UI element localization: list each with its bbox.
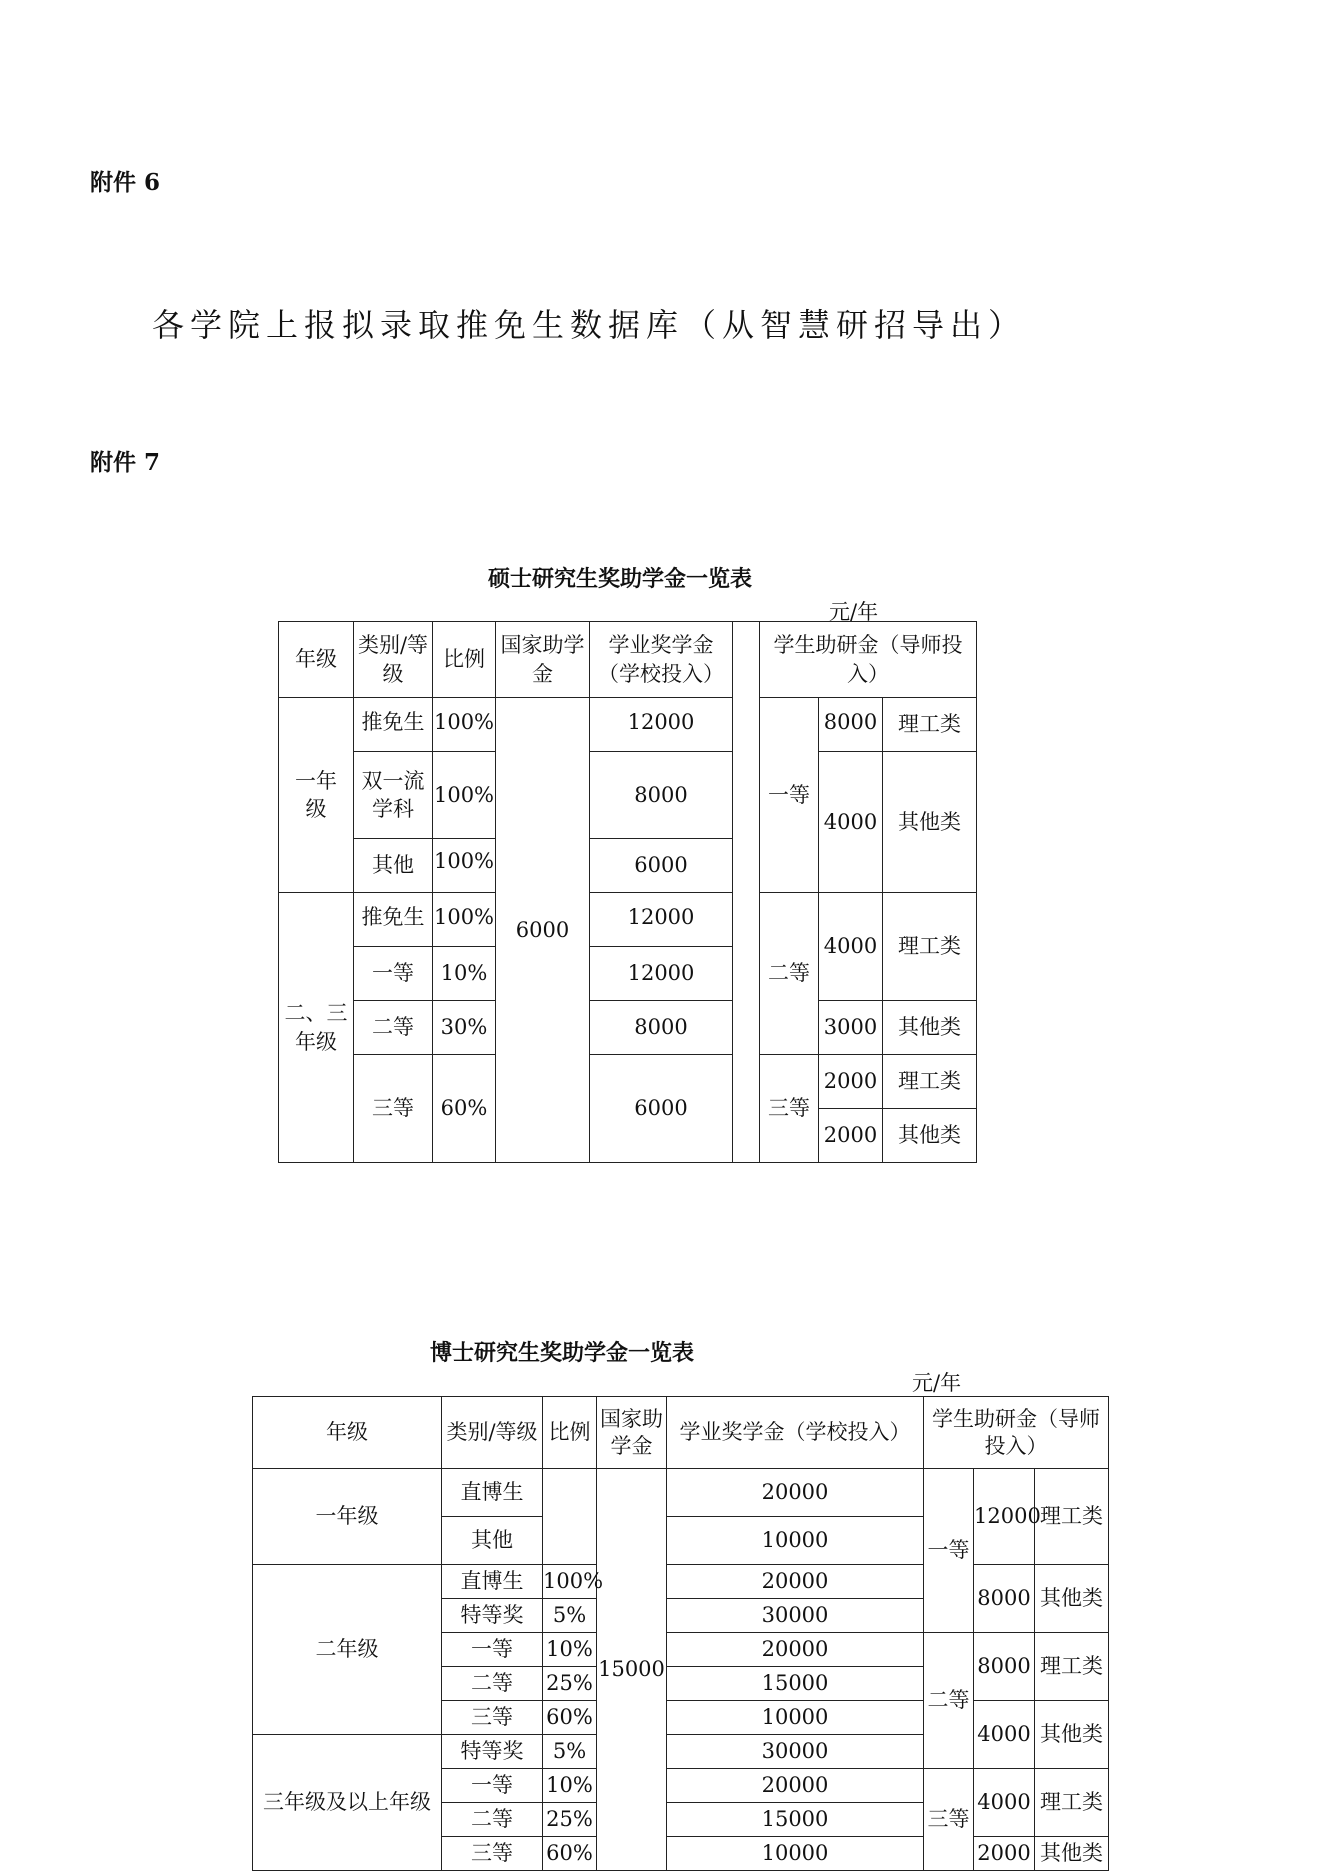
header-academic-scholarship: 学业奖学金（学校投入） (667, 1397, 924, 1469)
ratio-cell: 100% (433, 698, 496, 752)
attachment-6-subtitle: 各学院上报拟录取推免生数据库（从智慧研招导出） (152, 306, 1027, 344)
academic-cell: 20000 (667, 1469, 924, 1517)
academic-cell: 15000 (667, 1803, 924, 1837)
assistant-amount-cell: 8000 (819, 698, 883, 752)
ratio-cell: 10% (543, 1769, 597, 1803)
category-cell: 一等 (354, 947, 433, 1001)
academic-cell: 12000 (590, 893, 733, 947)
ratio-cell: 60% (433, 1055, 496, 1163)
header-grade: 年级 (253, 1397, 442, 1469)
ratio-cell: 60% (543, 1701, 597, 1735)
ratio-cell: 5% (543, 1599, 597, 1633)
header-ratio: 比例 (433, 622, 496, 698)
assistant-amount-cell: 3000 (819, 1001, 883, 1055)
header-research-assistant: 学生助研金（导师投入） (760, 622, 977, 698)
assistant-amount-cell: 2000 (819, 1055, 883, 1109)
assistant-type-cell: 理工类 (1035, 1769, 1109, 1837)
assistant-amount-cell: 4000 (974, 1769, 1035, 1837)
grade-2-cell: 二年级 (253, 1565, 442, 1735)
academic-cell: 8000 (590, 1001, 733, 1055)
grade-23-cell: 二、三年级 (279, 893, 354, 1163)
grade-3-cell: 三年级及以上年级 (253, 1735, 442, 1871)
assistant-type-cell: 理工类 (1035, 1469, 1109, 1565)
phd-scholarship-table (252, 1396, 1109, 1871)
academic-cell: 30000 (667, 1599, 924, 1633)
ratio-cell: 100% (543, 1565, 597, 1599)
assistant-level-cell: 三等 (924, 1769, 974, 1871)
assistant-type-cell: 其他类 (1035, 1837, 1109, 1871)
header-academic-scholarship: 学业奖学金（学校投入） (590, 622, 733, 698)
category-cell: 二等 (354, 1001, 433, 1055)
header-grade: 年级 (279, 622, 354, 698)
category-cell: 直博生 (442, 1469, 543, 1517)
assistant-amount-cell: 2000 (819, 1109, 883, 1163)
academic-cell: 20000 (667, 1565, 924, 1599)
category-cell: 推免生 (354, 698, 433, 752)
category-cell: 三等 (354, 1055, 433, 1163)
assistant-amount-cell: 4000 (974, 1701, 1035, 1769)
academic-cell: 6000 (590, 839, 733, 893)
assistant-type-cell: 其他类 (883, 1109, 977, 1163)
academic-cell: 12000 (590, 698, 733, 752)
national-grant-cell: 15000 (597, 1469, 667, 1871)
assistant-level-cell: 二等 (760, 893, 819, 1055)
phd-table-title: 博士研究生奖助学金一览表 (430, 1340, 695, 1366)
category-cell: 二等 (442, 1803, 543, 1837)
academic-cell: 10000 (667, 1837, 924, 1871)
category-cell: 三等 (442, 1837, 543, 1871)
assistant-amount-cell: 4000 (819, 752, 883, 893)
assistant-level-cell: 三等 (760, 1055, 819, 1163)
header-research-assistant: 学生助研金（导师投入） (924, 1397, 1109, 1469)
ratio-cell: 100% (433, 752, 496, 839)
assistant-amount-cell: 4000 (819, 893, 883, 1001)
assistant-type-cell: 理工类 (883, 698, 977, 752)
category-cell: 推免生 (354, 893, 433, 947)
header-category: 类别/等级 (442, 1397, 543, 1469)
ratio-cell: 100% (433, 839, 496, 893)
ratio-cell: 25% (543, 1803, 597, 1837)
header-national-grant: 国家助学金 (496, 622, 590, 698)
category-cell: 其他 (442, 1517, 543, 1565)
spacer-column (733, 622, 760, 1163)
academic-cell: 12000 (590, 947, 733, 1001)
academic-cell: 6000 (590, 1055, 733, 1163)
category-cell: 二等 (442, 1667, 543, 1701)
assistant-level-cell: 一等 (924, 1469, 974, 1633)
header-national-grant: 国家助学金 (597, 1397, 667, 1469)
assistant-type-cell: 其他类 (883, 752, 977, 893)
academic-cell: 20000 (667, 1633, 924, 1667)
phd-table-unit: 元/年 (912, 1371, 962, 1395)
ratio-cell: 30% (433, 1001, 496, 1055)
assistant-type-cell: 其他类 (1035, 1701, 1109, 1769)
header-category: 类别/等级 (354, 622, 433, 698)
category-cell: 特等奖 (442, 1735, 543, 1769)
assistant-amount-cell: 8000 (974, 1565, 1035, 1633)
grade-1-cell: 一年级 (253, 1469, 442, 1565)
category-cell: 其他 (354, 839, 433, 893)
category-cell: 双一流学科 (354, 752, 433, 839)
header-ratio: 比例 (543, 1397, 597, 1469)
ratio-cell: 100% (433, 893, 496, 947)
assistant-amount-cell: 8000 (974, 1633, 1035, 1701)
academic-cell: 20000 (667, 1769, 924, 1803)
ratio-cell: 60% (543, 1837, 597, 1871)
assistant-type-cell: 理工类 (883, 1055, 977, 1109)
master-table-unit: 元/年 (829, 600, 879, 624)
category-cell: 一等 (442, 1769, 543, 1803)
assistant-type-cell: 其他类 (883, 1001, 977, 1055)
assistant-amount-cell: 12000 (974, 1469, 1035, 1565)
attachment-7-label: 附件 7 (90, 449, 161, 476)
attachment-6-label: 附件 6 (90, 169, 161, 196)
category-cell: 直博生 (442, 1565, 543, 1599)
academic-cell: 10000 (667, 1701, 924, 1735)
assistant-type-cell: 理工类 (1035, 1633, 1109, 1701)
assistant-type-cell: 理工类 (883, 893, 977, 1001)
assistant-type-cell: 其他类 (1035, 1565, 1109, 1633)
master-table-title: 硕士研究生奖助学金一览表 (488, 566, 753, 592)
academic-cell: 10000 (667, 1517, 924, 1565)
ratio-cell: 5% (543, 1735, 597, 1769)
grade-1-cell: 一年级 (279, 698, 354, 893)
master-scholarship-table (278, 621, 977, 1163)
assistant-level-cell: 二等 (924, 1633, 974, 1769)
ratio-cell: 10% (543, 1633, 597, 1667)
category-cell: 特等奖 (442, 1599, 543, 1633)
ratio-cell: 25% (543, 1667, 597, 1701)
ratio-cell (543, 1469, 597, 1565)
national-grant-cell: 6000 (496, 698, 590, 1163)
academic-cell: 30000 (667, 1735, 924, 1769)
category-cell: 三等 (442, 1701, 543, 1735)
academic-cell: 8000 (590, 752, 733, 839)
category-cell: 一等 (442, 1633, 543, 1667)
assistant-amount-cell: 2000 (974, 1837, 1035, 1871)
ratio-cell: 10% (433, 947, 496, 1001)
assistant-level-cell: 一等 (760, 698, 819, 893)
academic-cell: 15000 (667, 1667, 924, 1701)
